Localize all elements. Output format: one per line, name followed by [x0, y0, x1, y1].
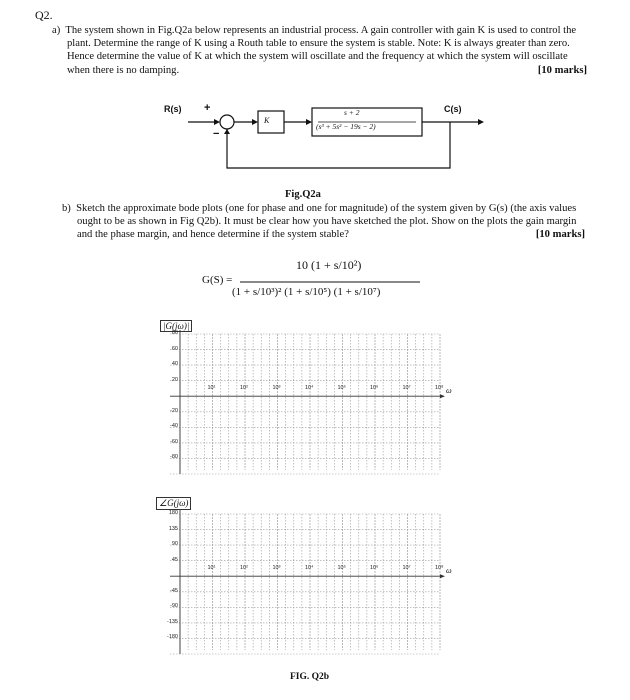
magnitude-y-tick-label: 40	[171, 361, 178, 368]
minus-sign: −	[213, 128, 220, 140]
magnitude-title: |G(jω)|	[160, 320, 192, 332]
magnitude-grid	[170, 330, 460, 478]
phase-y-tick-label: -135	[166, 618, 178, 625]
denominator-factor-2: (1 + s/10⁵)	[284, 286, 331, 298]
part-b-label: b)	[62, 203, 71, 214]
equation-fraction-bar	[240, 281, 420, 283]
question-number: Q2.	[35, 8, 53, 22]
phase-y-tick-label: -45	[170, 587, 178, 594]
part-b-text	[62, 202, 585, 242]
phase-y-tick-label: -180	[166, 634, 178, 641]
part-b-body: Sketch the approximate bode plots (one for phase and one for magnitude) of the system given by G(s) (the axis values ought to be as shown in Fig Q2b). It must be clear how you have sketched the plot. Show on the plots the gain margin and the phase margin, and hence determine if the system stable?	[76, 203, 577, 241]
magnitude-x-tick-label: 10⁷	[402, 385, 411, 392]
input-label: R(s)	[164, 104, 182, 114]
magnitude-y-tick-label: -60	[170, 438, 178, 445]
magnitude-x-tick-label: 10⁸	[435, 385, 444, 392]
plant-numerator: s + 2	[344, 108, 360, 117]
phase-omega-label: ω	[446, 566, 452, 576]
plus-sign: +	[204, 102, 211, 114]
part-a-body: The system shown in Fig.Q2a below represents an industrial process. A gain controller with gain K is used to control the plant. Determine the range of K using a Routh table to ensure the system is stable. Note: K is always greater than zero. Hence determine the value of K at which the system will oscillate and the frequency at which the system will oscillate when there is no damping.	[65, 25, 577, 76]
phase-x-arrowhead	[440, 574, 445, 578]
denominator-factor-3: (1 + s/10⁷)	[333, 286, 381, 298]
phase-x-tick-label: 10⁴	[305, 565, 314, 572]
magnitude-x-tick-label: 10¹	[207, 385, 216, 392]
magnitude-y-tick-label: 80	[171, 330, 178, 336]
controller-label: K	[264, 116, 270, 125]
feedback-arrowhead	[224, 129, 230, 134]
summing-junction	[220, 115, 234, 129]
magnitude-x-tick-label: 10⁴	[305, 385, 314, 392]
phase-grid	[170, 510, 460, 660]
sum-to-k-arrowhead	[252, 119, 258, 125]
magnitude-y-tick-label: -80	[170, 454, 178, 461]
numerator-coeff: 10	[296, 258, 308, 272]
phase-x-tick-label: 10⁷	[402, 565, 411, 572]
k-to-plant-arrowhead	[306, 119, 312, 125]
magnitude-x-arrowhead	[440, 394, 445, 398]
magnitude-x-tick-label: 10⁵	[337, 385, 346, 392]
phase-x-tick-label: 10²	[240, 565, 248, 572]
phase-y-tick-label: 45	[171, 556, 178, 563]
phase-title: ∠G(jω)	[156, 497, 191, 510]
fig-q2a-caption: Fig.Q2a	[285, 189, 321, 200]
block-diagram	[150, 96, 490, 176]
controller-block	[258, 111, 284, 133]
numerator-factor: (1 + s/10²)	[311, 258, 362, 272]
phase-x-tick-label: 10⁵	[337, 565, 346, 572]
phase-x-tick-label: 10¹	[207, 565, 216, 572]
phase-y-tick-label: 135	[168, 525, 178, 532]
magnitude-y-tick-label: -20	[170, 407, 178, 414]
magnitude-x-tick-label: 10⁶	[370, 385, 379, 392]
phase-x-tick-label: 10⁸	[435, 565, 444, 572]
phase-y-tick-label: 180	[168, 510, 178, 516]
phase-y-tick-label: 90	[171, 541, 178, 548]
magnitude-x-tick-label: 10³	[272, 385, 281, 392]
part-b-marks: [10 marks]	[535, 229, 585, 241]
magnitude-y-tick-label: 60	[171, 345, 178, 352]
phase-x-tick-label: 10³	[272, 565, 281, 572]
part-a-text	[52, 24, 587, 77]
denominator-factor-1: (1 + s/10³)²	[232, 286, 282, 298]
phase-y-tick-label: -90	[170, 603, 178, 610]
equation-lhs: G(S) =	[202, 274, 233, 286]
magnitude-y-tick-label: -40	[170, 423, 178, 430]
input-arrowhead	[214, 119, 220, 125]
output-label: C(s)	[444, 104, 462, 114]
equation-numerator	[296, 258, 361, 273]
magnitude-omega-label: ω	[446, 386, 452, 396]
part-a-marks: [10 marks]	[537, 64, 587, 76]
phase-x-tick-label: 10⁶	[370, 565, 379, 572]
fig-q2b-caption: FIG. Q2b	[290, 672, 330, 682]
magnitude-y-tick-label: 20	[171, 376, 178, 383]
magnitude-x-tick-label: 10²	[240, 385, 248, 392]
output-arrowhead	[478, 119, 484, 125]
equation-denominator	[232, 286, 380, 298]
plant-denominator: (s³ + 5s² − 19s − 2)	[316, 122, 376, 131]
part-a-label: a)	[52, 25, 61, 36]
